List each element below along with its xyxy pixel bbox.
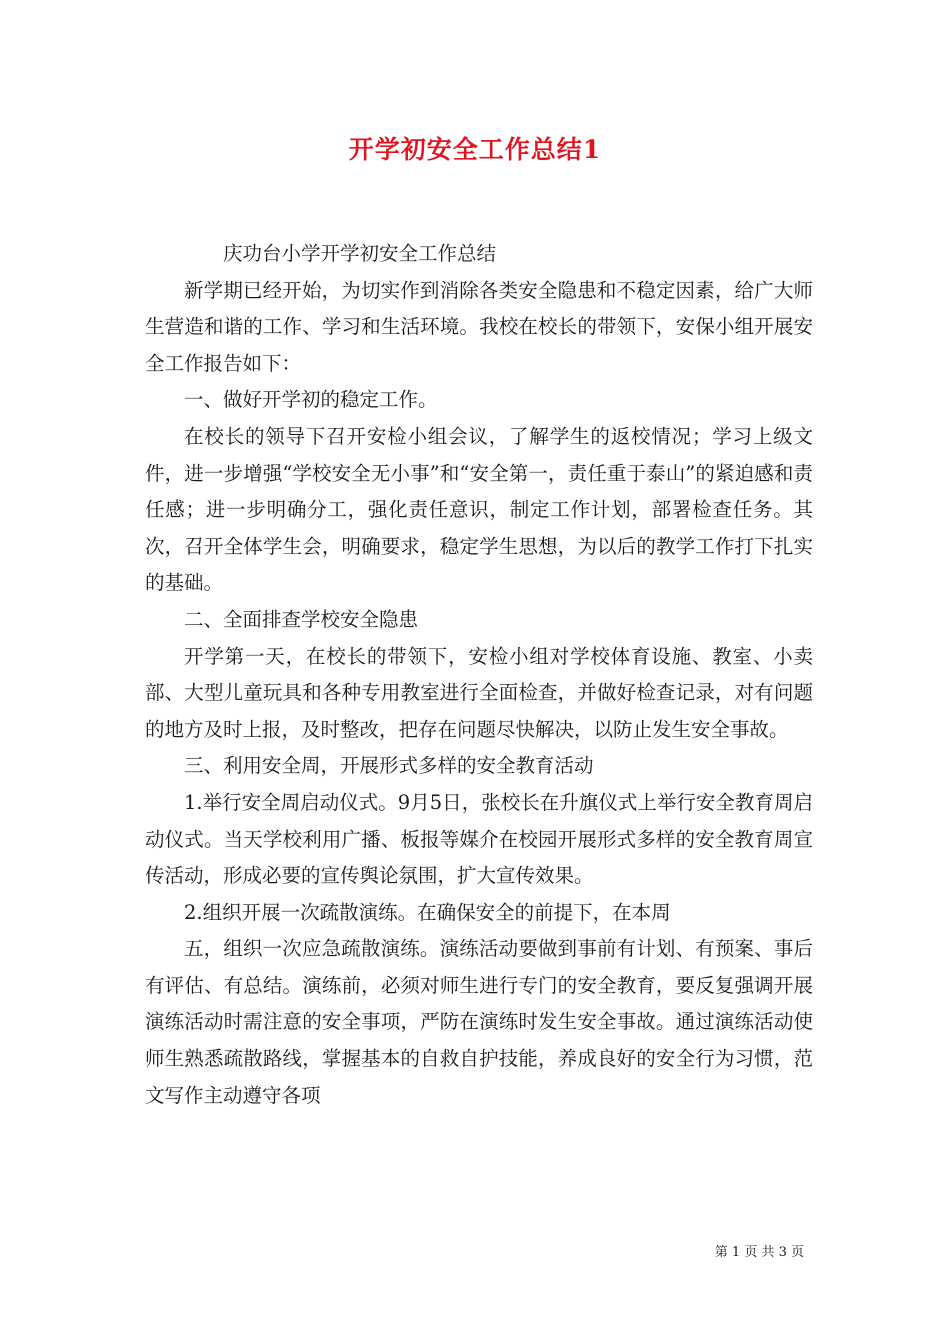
paragraph-item-2: 2.组织开展一次疏散演练。在确保安全的前提下，在本周 (184, 900, 671, 924)
document-body (145, 236, 813, 1114)
section-heading-1: 一、做好开学初的稳定工作。 (184, 388, 438, 412)
paragraph-item-2-continued: 五，组织一次应急疏散演练。演练活动要做到事前有计划、有预案、事后有评估、有总结。演练前，必须对师生进行专门的安全教育，要反复强调开展演练活动时需注意的安全事项，严防在演练时发生安全事故。通过演练活动使师生熟悉疏散路线，掌握基本的自救自护技能，养成良好的安全行为习惯，范文写作主动遵守各项 (145, 937, 813, 1107)
paragraph-section-1: 在校长的领导下召开安检小组会议，了解学生的返校情况；学习上级文件，进一步增强“学校安全无小事”和“安全第一，责任重于泰山”的紧迫感和责任感；进一步明确分工，强化责任意识，制定工作计划，部署检查任务。其次，召开全体学生会，明确要求，稳定学生思想，为以后的教学工作打下扎实的基础。 (145, 424, 813, 595)
paragraph-section-2: 开学第一天，在校长的带领下，安检小组对学校体育设施、教室、小卖部、大型儿童玩具和各种专用教室进行全面检查，并做好检查记录，对有问题的地方及时上报，及时整改，把存在问题尽快解决，以防止发生安全事故。 (145, 644, 813, 741)
section-heading-2: 二、全面排查学校安全隐患 (184, 607, 419, 631)
page-title: 开学初安全工作总结1 (348, 135, 602, 164)
page-number-footer: 第 1 页 共 3 页 (714, 1245, 804, 1260)
section-heading-3: 三、利用安全周，开展形式多样的安全教育活动 (184, 754, 594, 778)
paragraph-item-1: 1.举行安全周启动仪式。9月5日，张校长在升旗仪式上举行安全教育周启动仪式。当天学校利用广播、板报等媒介在校园开展形式多样的安全教育周宣传活动，形成必要的宣传舆论氛围，扩大宣传效果。 (145, 790, 813, 888)
document-subtitle: 庆功台小学开学初安全工作总结 (223, 242, 497, 265)
paragraph-intro: 新学期已经开始，为切实作到消除各类安全隐患和不稳定因素，给广大师生营造和谐的工作、学习和生活环境。我校在校长的带领下，安保小组开展安全工作报告如下： (145, 278, 813, 375)
